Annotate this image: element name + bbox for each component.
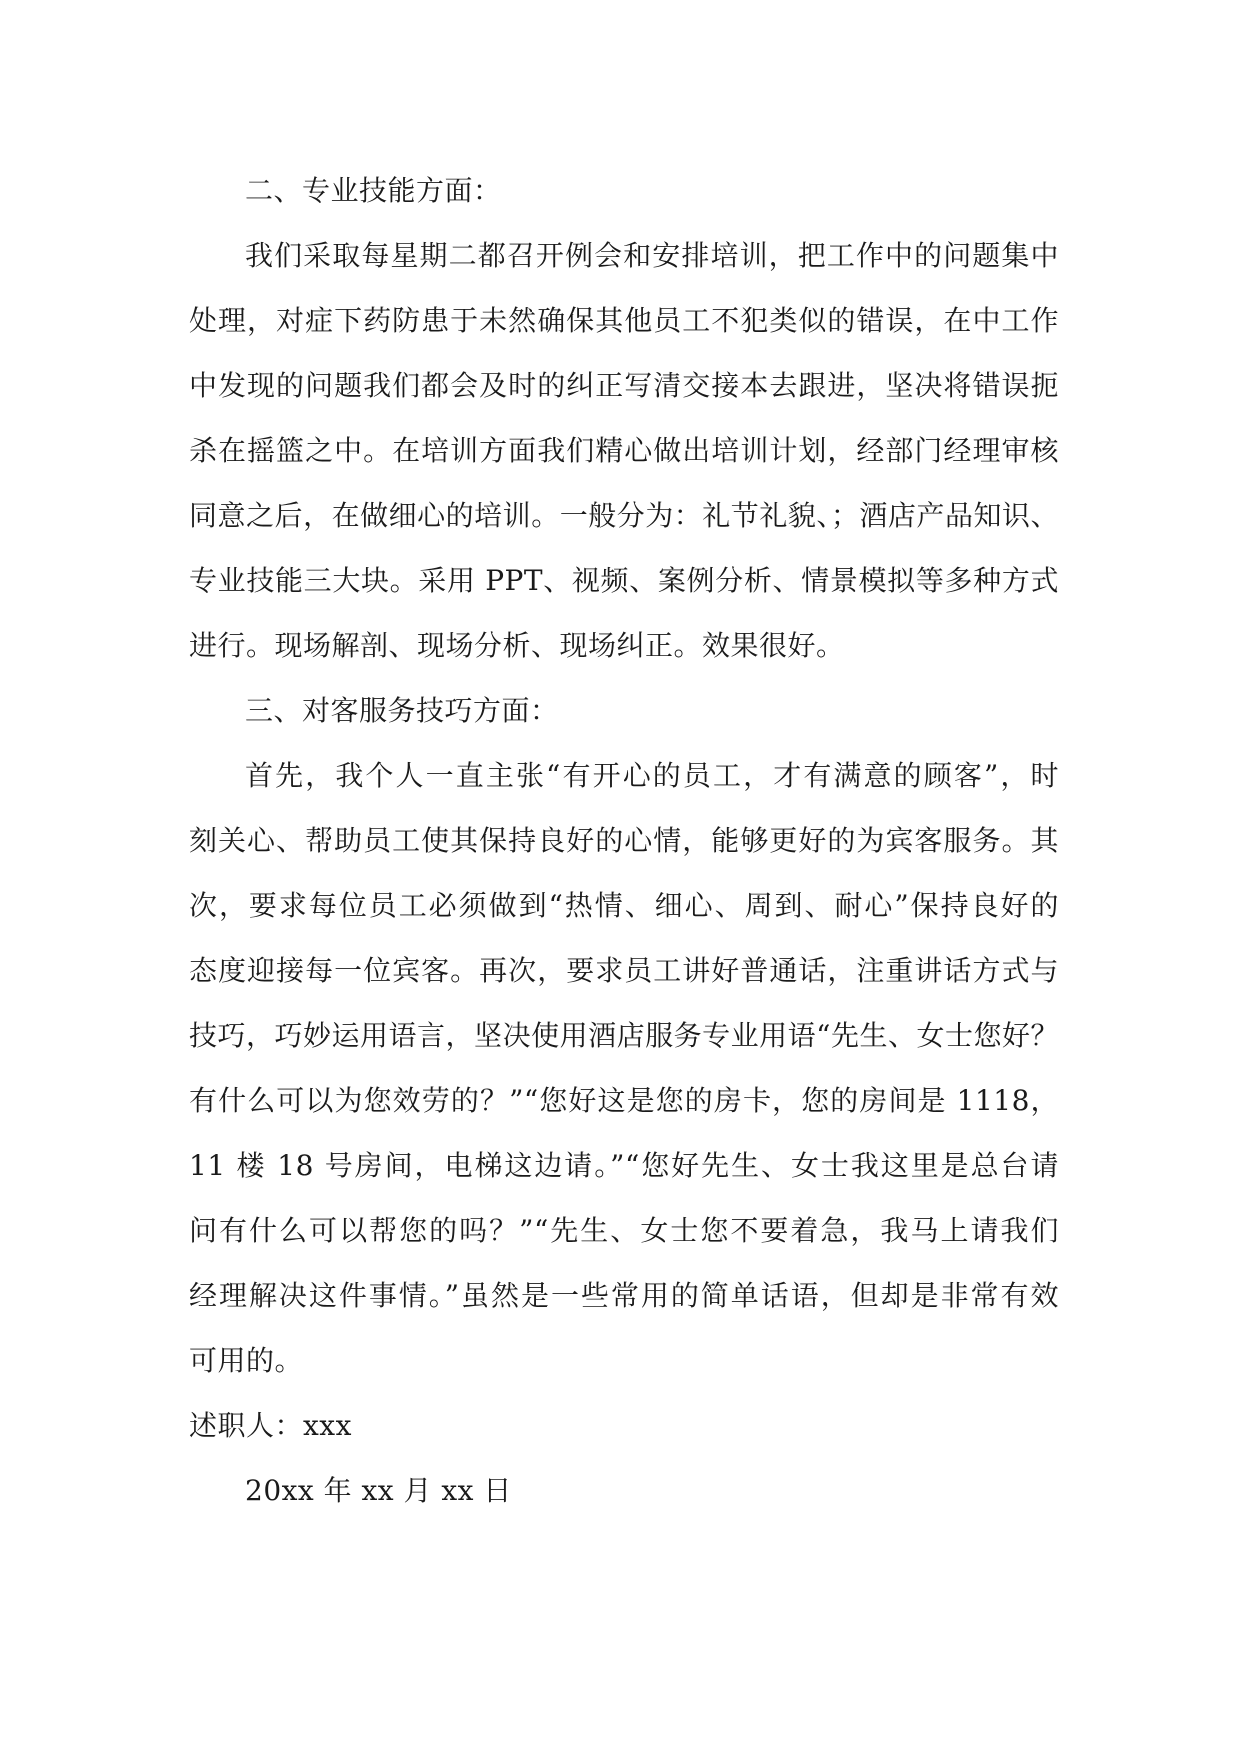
section-3-heading: 三、对客服务技巧方面： (245, 694, 559, 727)
paragraph-line: 问有什么可以帮您的吗？”“先生、女士您不要着急，我马上请我们 (189, 1214, 1059, 1247)
paragraph-line: 专业技能三大块。采用 PPT、视频、案例分析、情景模拟等多种方式 (189, 564, 1059, 597)
paragraph-line: 态度迎接每一位宾客。再次，要求员工讲好普通话，注重讲话方式与 (189, 954, 1059, 987)
paragraph-line: 可用的。 (189, 1344, 304, 1377)
paragraph-line: 11 楼 18 号房间，电梯这边请。”“您好先生、女士我这里是总台请 (189, 1149, 1059, 1182)
paragraph-line: 杀在摇篮之中。在培训方面我们精心做出培训计划，经部门经理审核 (189, 434, 1059, 467)
paragraph-line: 我们采取每星期二都召开例会和安排培训，把工作中的问题集中 (245, 239, 1059, 272)
document-body (189, 158, 1059, 1523)
paragraph-line: 刻关心、帮助员工使其保持良好的心情，能够更好的为宾客服务。其 (189, 824, 1059, 857)
report-date: 20xx 年 xx 月 xx 日 (245, 1474, 512, 1507)
paragraph-line: 技巧，巧妙运用语言，坚决使用酒店服务专业用语“先生、女士您好？ (189, 1019, 1059, 1052)
paragraph-line: 首先，我个人一直主张“有开心的员工，才有满意的顾客”，时 (245, 759, 1059, 792)
section-2-heading: 二、专业技能方面： (245, 174, 502, 207)
paragraph-line: 处理，对症下药防患于未然确保其他员工不犯类似的错误，在中工作 (189, 304, 1059, 337)
paragraph-line: 同意之后，在做细心的培训。一般分为：礼节礼貌、；酒店产品知识、 (189, 499, 1059, 532)
paragraph-line: 经理解决这件事情。”虽然是一些常用的简单话语，但却是非常有效 (189, 1279, 1059, 1312)
paragraph-line: 中发现的问题我们都会及时的纠正写清交接本去跟进，坚决将错误扼 (189, 369, 1059, 402)
paragraph-line: 次，要求每位员工必须做到“热情、细心、周到、耐心”保持良好的 (189, 889, 1059, 922)
paragraph-line: 进行。现场解剖、现场分析、现场纠正。效果很好。 (189, 629, 845, 662)
paragraph-line: 有什么可以为您效劳的？”“您好这是您的房卡，您的房间是 1118， (189, 1084, 1059, 1117)
reporter-signature: 述职人：xxx (189, 1409, 352, 1442)
